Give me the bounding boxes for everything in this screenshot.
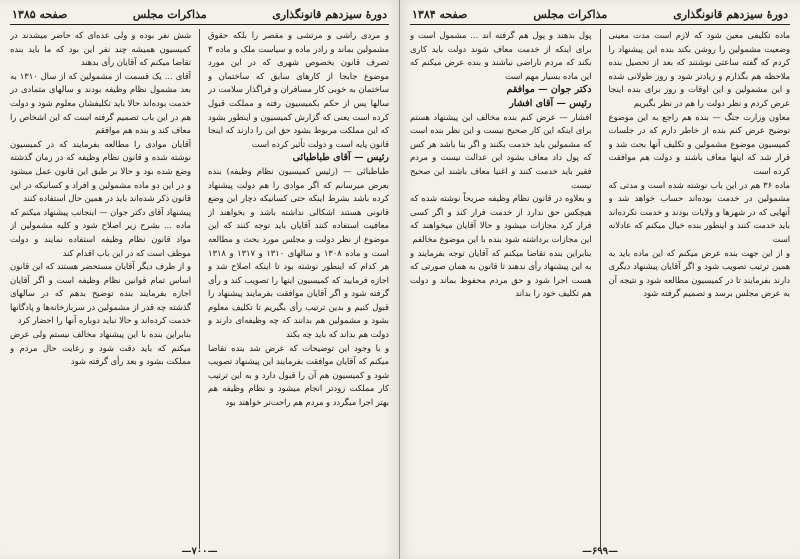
column-divider [199,29,200,549]
paragraph: بنابراین بنده تقاضا میکنم که آقایان توجه بفرمایند و به این پیشنهاد رأی ندهند تا قانون به همان صورتی که هست اجرا شود و حق مردم محفوظ بماند و دولت هم تکلیف خود را بداند [410,247,592,299]
paragraph: افشار — عرض کنم بنده مخالف این پیشنهاد هستم برای اینکه این کار صحیح نیست و این نظر بنده است که مشمولین باید خدمت بکنند و اگر بنا باشد هر کس که پول داد معاف بشود این عدالت نیست و مردم فقیر باید خدمت کنند و اغنیا معاف باشند این صحیح نیست [410,111,592,190]
paragraph: و از این جهت بنده عرض میکنم که این ماده باید به همین ترتیب تصویب شود و اگر آقایان پیشنهاد دیگری دارند بفرمایند تا در کمیسیون مطالعه شود و نتیجه آن به عرض مجلس برسد و تصمیم گرفته شود [608,247,790,299]
column-divider [600,29,601,549]
header-session: دورهٔ سیزدهم قانونگذاری [673,8,788,21]
right-page [400,0,800,559]
page-folio: —۷۰۰— [181,546,218,557]
running-head [10,8,389,25]
paragraph: و بعلاوه در قانون نظام وظیفه صریحاً نوشته شده که هیچکس حق ندارد از خدمت فرار کند و اگر کسی فرار کرد مجازات میشود و حالا آقایان میخواهند که این مجازات برداشته شود بنده با این موضوع مخالفم [410,193,592,244]
header-page-number: صفحه ۱۳۸۴ [412,8,468,21]
header-session: دورهٔ سیزدهم قانونگذاری [272,8,387,21]
speaker-heading: رئیس — آقای افشار [509,97,592,109]
speaker-heading: رئیس — آقای طباطبائی [292,152,389,164]
speaker-heading: دکتر جوان — موافقم [506,84,592,96]
paragraph: آقایان موادی را مطالعه بفرمایند که در کمیسیون نوشته شده و قانون نظام وظیفه که در زمان گذشته وضع شده بود و حالا بر طبق این قانون عمل میشود و در این دو ماده مشمولین و افراد و کسانیکه در این قانون ذکر شده‌اند باید در همین حال استفاده کنند [10,138,191,204]
paragraph: ماده تکلیفی معین شود که لازم است مدت معینی وضعیت مشمولین را روشن بکند بنده این پیشنهاد را کردم که گفته ساعتی نوشتند که بعد از تحصیل بنده ملاحظه هم بگذارم و زیادتر شود و روز طولانی شده و این مشمولین و این اوقات و روز برای بنده اینجا عرض کردم و نظر دولت را هم در نظر بگیریم [608,30,790,108]
paragraph: و از طرف دیگر آقایان مستحضر هستند که این قانون اساس تمام قوانین نظام وظیفه است و اگر آقایان اجازه بفرمایند بنده توضیح بدهم که در سالهای گذشته چه قدر از مشمولین در سربازخانه‌ها و پادگانها خدمت کرده‌اند و حالا نباید دوباره آنها را احضار کرد [10,261,191,326]
text-column-left [10,29,191,549]
running-head [410,8,790,25]
paragraph: و با وجود این توضیحات که عرض شد بنده تقاضا میکنم که آقایان موافقت بفرمایند این پیشنهاد تصویب شود و کمیسیون هم آن را قبول دارد و به این ترتیب کار مملکت زودتر انجام میشود و نظام وظیفه هم بهتر اجرا میگردد و مردم هم راحت‌تر خواهند بود [208,342,389,408]
paragraph: آقای ... یک قسمت از مشمولین که از سال ۱۳۱۰ به بعد مشمول نظام وظیفه بودند و سالهای متمادی در خدمت بوده‌اند حالا باید تکلیفشان معلوم شود و دولت هم در این باب تصمیم گرفته است که این اشخاص را معاف کند و بنده هم موافقم [10,70,191,136]
paragraph: طباطبائی — (رئیس کمیسیون نظام وظیفه) بنده بعرض میرسانم که اگر موادی را هم دولت پیشنهاد کرده باشد بشرط اینکه حتی کسانیکه دچار این وضع قانونی هستند اشکالی نداشته باشد و بخواهند از معافیت استفاده کنند آقایان باید توجه کنند که این موضوع از نظر دولت و مجلس مورد بحث و مطالعه است و ماده ۱۳۰۸ و سالهای ۱۳۱۰ و ۱۳۱۷ و ۱۳۱۸ هر کدام که اینطور نوشته بود تا اینکه اصلاح شد و اجازه فرمایید که کمیسیون اینها را تصویب کند و رأی گرفته شود و اگر آقایان موافقت بفرمایند پیشنهاد را قبول کنیم و بدین ترتیب رأی بگیریم تا تکلیف معلوم بشود و مشمولین هم بدانند که چه وظیفه‌ای دارند و دولت هم بداند که باید چه بکند [208,165,389,340]
paragraph: پول بدهند و پول هم گرفته اند ... مشمول است و برای اینکه از خدمت معاف شوند دولت باید کاری بکند که مردم ناراضی نباشند و بنده عرض میکنم که این ماده بسیار مهم است [410,30,592,81]
text-column-left [410,29,592,549]
text-column-right [609,29,791,549]
paragraph: و مردی راشی و مرتشی و مقصر را بلکه حقوق مشمولین بماند و رادر ماده و سیاست ملک و ماده ۳ تصرف قانون بخصوص شهری که در این مورد موضوع جابجا از کارهای سابق که ساختمان و ساختمان به خوبی کار مسافران و فراگذار سلامت در سالها پس از حکم بکمیسیون رفته و مملکت قبول کرده است یعنی که گزارش کمیسیون و اینطور بشود که این مملکت مربوط بشود حق این را دارند که اینجا قانون پایه است و دولت تأثیر کرده است [208,30,389,149]
paragraph: معاون وزارت جنگ — بنده هم راجع به این موضوع توضیح عرض کنم بنده از خاطر دارم که در جلسات کمیسیون موضوع مشمولین و تکلیف آنها بحث شد و قرار شد که اینها معاف باشند و دولت هم موافقت کرده است [608,111,790,176]
header-page-number: صفحه ۱۳۸۵ [12,8,68,21]
text-columns [410,29,790,549]
header-title: مذاکرات مجلس [132,8,207,21]
header-title: مذاکرات مجلس [533,8,608,21]
paragraph: پیشنهاد آقای دکتر جوان — اینجانب پیشنهاد میکنم که ماده ... بشرح زیر اصلاح شود و کلیه مشمولین از مواد قانون نظام وظیفه استفاده نمایند و دولت موظف است که در این باب اقدام کند [10,206,191,258]
paragraph: شش نفر بوده و ولی عده‌ای که حاضر میشدند در کمیسیون همیشه چند نفر این بود که ما باید بنده تقاضا میکنم که آقایان رأی بدهند [10,30,191,68]
text-column-right [208,29,389,549]
page-folio: —۶۹۹— [581,546,619,557]
paragraph: ماده ۳۶ هم در این باب نوشته شده است و مدتی که مشمولین در خدمت بوده‌اند حساب خواهد شد و آنهایی که در شهرها و ولایات بودند و خدمت نکرده‌اند باید خدمت کنند و اینطور بنده خیال میکنم که عادلانه است [608,179,790,244]
text-columns [10,29,389,549]
paragraph: بنابراین بنده با این پیشنهاد مخالف نیستم ولی عرض میکنم که باید دقت شود و رعایت حال مردم و مملکت بشود و بعد رأی گرفته شود [10,329,191,367]
